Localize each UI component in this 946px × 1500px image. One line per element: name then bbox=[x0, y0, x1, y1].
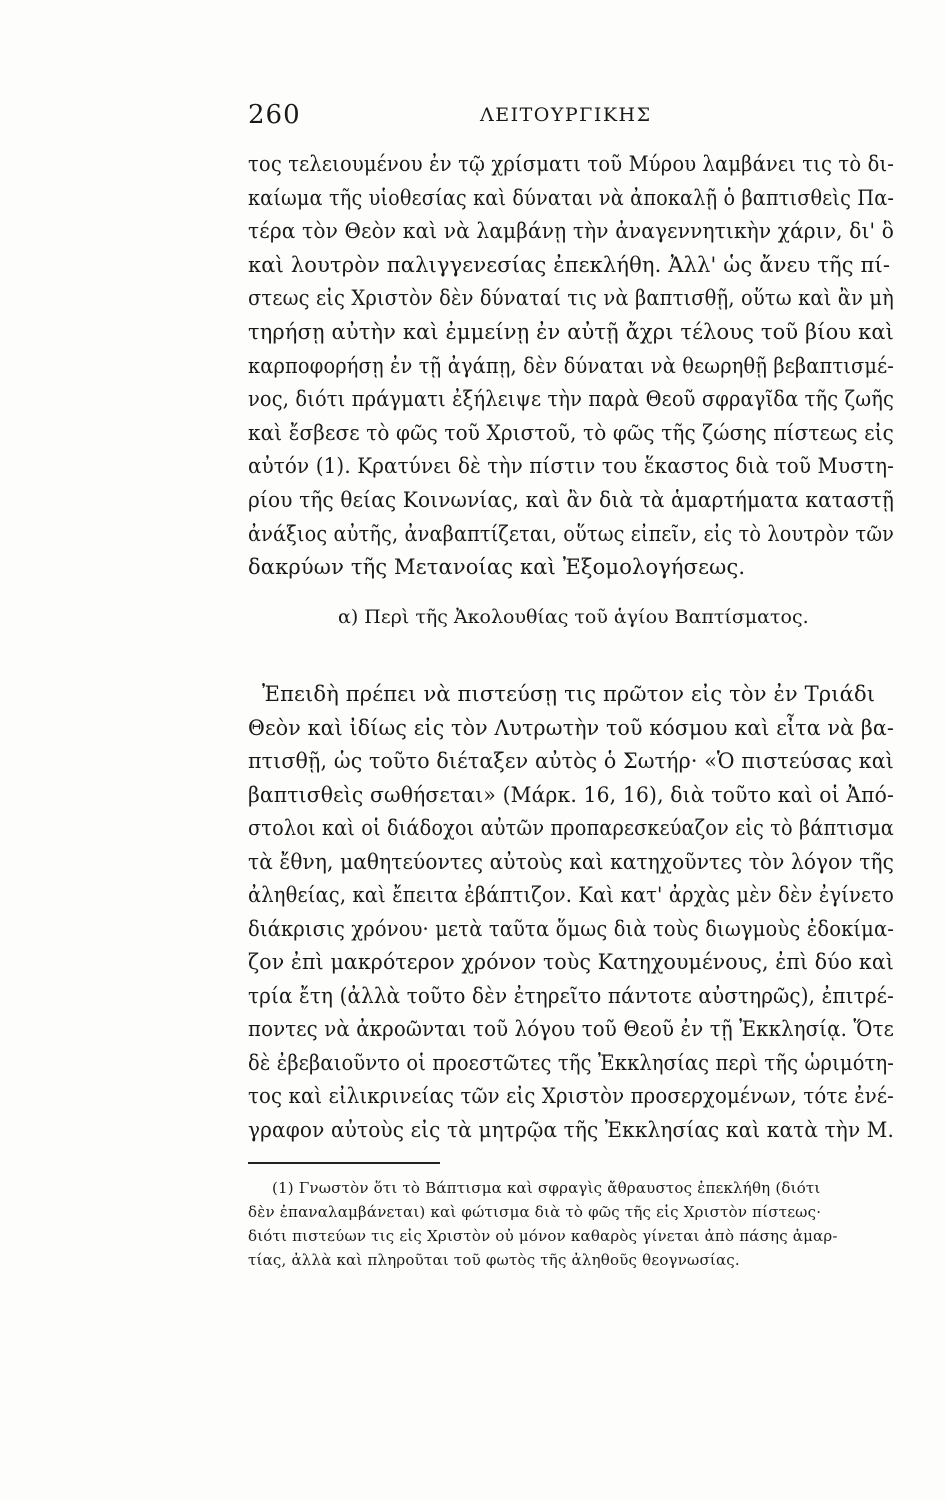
text-line: διάκρισις χρόνου· μετὰ ταῦτα ὅμως διὰ τοὺς διωγμοὺς ἐδοκίμα- bbox=[248, 916, 895, 941]
footnote-line: τίας, ἀλλὰ καὶ πληροῦται τοῦ φωτὸς τῆς ἀληθοῦς θεογνωσίας. bbox=[248, 1251, 740, 1269]
text-line: καίωμα τῆς υἱοθεσίας καὶ δύναται νὰ ἀποκαλῇ ὁ βαπτισθεὶς Πα- bbox=[248, 185, 895, 210]
text-line: καὶ λουτρὸν παλιγγενεσίας ἐπεκλήθη. Ἀλλ' ὡς ἄνευ τῆς πί- bbox=[248, 252, 891, 277]
text-line: τὰ ἔθνη, μαθητεύοντες αὐτοὺς καὶ κατηχοῦντες τὸν λόγον τῆς bbox=[248, 849, 895, 874]
text-line: ποντες νὰ ἀκροῶνται τοῦ λόγου τοῦ Θεοῦ ἐν τῇ Ἐκκλησίᾳ. Ὅτε bbox=[248, 1017, 894, 1041]
text-line: νος, διότι πράγματι ἐξήλειψε τὴν παρὰ Θεοῦ σφραγῖδα τῆς ζωῆς bbox=[248, 387, 895, 412]
paragraph-2 bbox=[248, 678, 894, 1147]
text-line: ρίου τῆς θείας Κοινωνίας, καὶ ἂν διὰ τὰ ἁμαρτήματα καταστῇ bbox=[248, 487, 895, 512]
footnote-line: δὲν ἐπαναλαμβάνεται) καὶ φώτισμα διὰ τὸ φῶς τῆς εἰς Χριστὸν πίστεως· bbox=[248, 1203, 822, 1221]
text-line: βαπτισθεὶς σωθήσεται» (Μάρκ. 16, 16), διὰ τοῦτο καὶ οἱ Ἀπό- bbox=[248, 782, 894, 807]
footnote bbox=[248, 1176, 894, 1272]
running-title: ΛΕΙΤΟΥΡΓΙΚΗΣ bbox=[480, 104, 652, 126]
section-heading: α) Περὶ τῆς Ἀκολουθίας τοῦ ἁγίου Βαπτίσματος. bbox=[338, 606, 809, 628]
text-line: καρποφορήσῃ ἐν τῇ ἀγάπῃ, δὲν δύναται νὰ θεωρηθῇ βεβαπτισμέ- bbox=[248, 353, 895, 378]
text-line: στολοι καὶ οἱ διάδοχοι αὐτῶν προπαρεσκεύαζον εἰς τὸ βάπτισμα bbox=[248, 816, 894, 840]
text-line: γραφον αὐτοὺς εἰς τὰ μητρῷα τῆς Ἐκκλησίας καὶ κατὰ τὴν Μ. bbox=[248, 1117, 894, 1142]
text-line: ἀνάξιος αὐτῆς, ἀναβαπτίζεται, οὕτως εἰπεῖν, εἰς τὸ λουτρὸν τῶν bbox=[248, 521, 895, 546]
text-line: δὲ ἐβεβαιοῦντο οἱ προεστῶτες τῆς Ἐκκλησίας περὶ τῆς ὡριμότη- bbox=[248, 1050, 895, 1075]
text-line: τος τελειουμένου ἐν τῷ χρίσματι τοῦ Μύρου λαμβάνει τις τὸ δι- bbox=[248, 152, 895, 176]
text-line: πτισθῇ, ὡς τοῦτο διέταξεν αὐτὸς ὁ Σωτήρ· «Ὁ πιστεύσας καὶ bbox=[248, 749, 895, 773]
text-line: τρία ἔτη (ἀλλὰ τοῦτο δὲν ἐτηρεῖτο πάντοτε αὐστηρῶς), ἐπιτρέ- bbox=[248, 983, 894, 1008]
text-line: στεως εἰς Χριστὸν δὲν δύναταί τις νὰ βαπτισθῇ, οὕτω καὶ ἂν μὴ bbox=[248, 286, 894, 311]
text-line: τέρα τὸν Θεὸν καὶ νὰ λαμβάνῃ τὴν ἀναγεννητικὴν χάριν, δι' ὃ bbox=[248, 219, 894, 244]
footnote-line: (1) Γνωστὸν ὅτι τὸ Βάπτισμα καὶ σφραγὶς ἄθραυστος ἐπεκλήθη (διότι bbox=[272, 1179, 821, 1197]
footnote-line: διότι πιστεύων τις εἰς Χριστὸν οὐ μόνον καθαρὸς γίνεται ἀπὸ πάσης ἁμαρ- bbox=[248, 1227, 838, 1245]
text-line: καὶ ἔσβεσε τὸ φῶς τοῦ Χριστοῦ, τὸ φῶς τῆς ζώσης πίστεως εἰς bbox=[248, 420, 895, 445]
text-line: αὐτόν (1). Κρατύνει δὲ τὴν πίστιν του ἕκαστος διὰ τοῦ Μυστη- bbox=[248, 454, 894, 479]
text-line: ζον ἐπὶ μακρότερον χρόνον τοὺς Κατηχουμένους, ἐπὶ δύο καὶ bbox=[248, 950, 894, 974]
text-line: Θεὸν καὶ ἰδίως εἰς τὸν Λυτρωτὴν τοῦ κόσμου καὶ εἶτα νὰ βα- bbox=[248, 715, 895, 740]
page-number: 260 bbox=[248, 100, 301, 130]
text-line: Ἐπειδὴ πρέπει νὰ πιστεύσῃ τις πρῶτον εἰς τὸν ἐν Τριάδι bbox=[262, 682, 876, 706]
text-line: τηρήσῃ αὐτὴν καὶ ἐμμείνῃ ἐν αὐτῇ ἄχρι τέλους τοῦ βίου καὶ bbox=[248, 319, 895, 344]
paragraph-1 bbox=[248, 148, 894, 585]
page-header bbox=[248, 100, 894, 140]
text-line: ἀληθείας, καὶ ἔπειτα ἐβάπτιζον. Καὶ κατ' ἀρχὰς μὲν δὲν ἐγίνετο bbox=[248, 883, 895, 907]
text-line: τος καὶ εἰλικρινείας τῶν εἰς Χριστὸν προσερχομένων, τότε ἐνέ- bbox=[248, 1084, 894, 1108]
text-line: δακρύων τῆς Μετανοίας καὶ Ἐξομολογήσεως. bbox=[248, 555, 746, 580]
footnote-divider bbox=[248, 1162, 440, 1164]
